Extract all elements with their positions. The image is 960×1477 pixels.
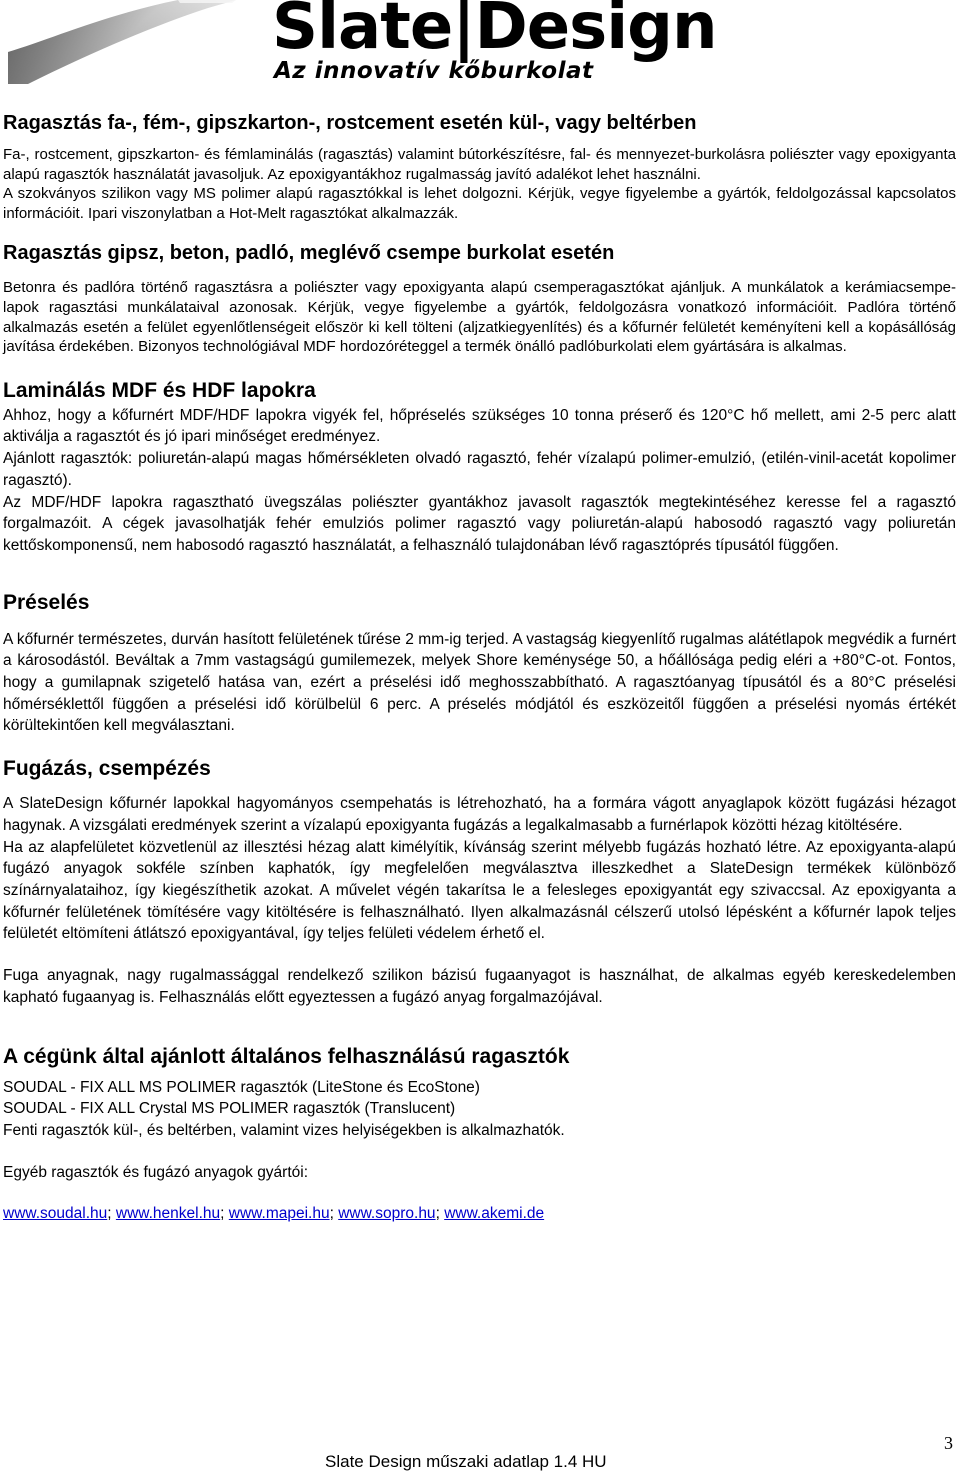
brand-name: Slate|Design (272, 0, 717, 64)
paragraph: A szokványos szilikon vagy MS polimer alapú ragasztókkal is lehet dolgozni. Kérjük, vegye figyelembe a gyártók, feldolgozással kapcsolatos információit. Ipari viszonylatban a Hot-Melt ragasztókat alkalmazzák. (3, 185, 956, 222)
section-title-adhesion-wood: Ragasztás fa-, fém-, gipszkarton-, rostcement esetén kül-, vagy beltérben (3, 112, 697, 134)
brand-logo (272, 0, 717, 88)
link-mapei[interactable]: www.mapei.hu (228, 1205, 330, 1223)
document-body (3, 110, 956, 1225)
paragraph: A kőfurnér természetes, durván hasított felületének tűrése 2 mm-ig terjed. A vastagság kiegyenlítő rugalmas alátétlapok megvédik a furnért a károsodástól. Beváltak a 7mm vastagságú gumilemezek, melyek Shore keménysége 50, a hőállósága pedig eléri a +80°C-ot. Fontos, hogy a gumilapnak szigetelő hatása van, ezért a préselési idő meghosszabbítható. A ragasztóanyag típusától és a 80°C préselési hőmérséklettől függően a préselési idő körülbelül 6 perc. A préselés módjától és eszközeitől függően a préselési nyomás értékét körültekintően kell megválasztani. (3, 630, 956, 735)
slate-sheet-image (8, 0, 236, 84)
section-title-recommended-adhesives: A cégünk által ajánlott általános felhasználású ragasztók (3, 1044, 570, 1068)
brand-tagline: Az innovatív kőburkolat (274, 58, 594, 84)
page-header (0, 0, 960, 95)
link-sopro[interactable]: www.sopro.hu (338, 1205, 436, 1223)
paragraph: Betonra és padlóra történő ragasztásra a poliészter vagy epoxigyanta alapú csemperagasztókat ajánljuk. A munkálatok a kerámiacsempe-lapok ragasztási munkálataival azonosak. Kérjük, vegye figyelembe a gyártók, feldolgozásra vonatkozó információit. Padlóra történő alkalmazás esetén a felület egyenlőtlenségeit először ki kell tölteni (aljzatkiegyenlítés) és a kőfurnér felületét keményíteni kell a kopásállóság javítása érdekében. Bizonyos technológiával MDF hordozóréteggel a termék önálló padlóburkolati elem gyártására is alkalmas. (3, 279, 956, 356)
link-akemi[interactable]: www.akemi.de (444, 1205, 545, 1223)
product-line: SOUDAL - FIX ALL MS POLIMER ragasztók (LiteStone és EcoStone) (3, 1078, 480, 1096)
paragraph: Fenti ragasztók kül-, és beltérben, valamint vizes helyiségekben is alkalmazhatók. (3, 1121, 565, 1139)
footer-title: Slate Design műszaki adatlap 1.4 HU (325, 1452, 607, 1471)
paragraph: Fa-, rostcement, gipszkarton- és fémlaminálás (ragasztás) valamint bútorkészítésre, fal- és mennyezet-burkolásra poliészter vagy epoxigyanta alapú ragasztók használatát javasoljuk. Az epoxigyantákhoz rugalmasság javító adalékot lehet használni. (3, 146, 956, 183)
paragraph: A SlateDesign kőfurnér lapokkal hagyományos csempehatás is létrehozható, ha a formára vágott anyaglapok között fugázási hézagot hagynak. A vizsgálati eredmények szerint a vízalapú epoxigyanta fugázás a legalkalmasabb a furnérlapok közötti hézag kitöltésére. (3, 795, 956, 834)
section-title-lamination: Laminálás MDF és HDF lapokra (3, 378, 316, 402)
paragraph: Fuga anyagnak, nagy rugalmassággal rendelkező szilikon bázisú fugaanyagot is használhat, de alkalmas egyéb kereskedelemben kapható fugaanyag is. Felhasználás előtt egyeztessen a fugázó anyag forgalmazójával. (3, 967, 956, 1006)
link-soudal[interactable]: www.soudal.hu (3, 1205, 108, 1223)
manufacturers-label: Egyéb ragasztók és fugázó anyagok gyártói: (3, 1163, 309, 1181)
page-number: 3 (944, 1433, 953, 1453)
link-henkel[interactable]: www.henkel.hu (115, 1205, 221, 1223)
manufacturer-links: www.soudal.hu; www.henkel.hu; www.mapei.hu; www.sopro.hu; www.akemi.de (3, 1205, 545, 1223)
section-title-adhesion-concrete: Ragasztás gipsz, beton, padló, meglévő csempe burkolat esetén (3, 242, 615, 265)
product-line: SOUDAL - FIX ALL Crystal MS POLIMER ragasztók (Translucent) (3, 1100, 456, 1118)
paragraph: Az MDF/HDF lapokra ragasztható üvegszálas poliészter gyantákhoz javasolt ragasztók megtekintéséhez keresse fel a ragasztó forgalmazóit. A cégek javasolhatják fehér emulziós polimer ragasztó vagy poliuretán-alapú habosodó ragasztó vagy poliuretán kettőskomponensű, nem habosodó ragasztó használatát, a felhasználó tulajdonában lévő ragasztóprés típusától függően. (3, 493, 956, 554)
section-title-grouting: Fugázás, csempézés (3, 757, 211, 781)
paragraph: Ajánlott ragasztók: poliuretán-alapú magas hőmérsékleten olvadó ragasztó, fehér vízalapú polimer-emulzió, (etilén-vinil-acetát kopolimer ragasztó). (3, 450, 956, 489)
section-title-pressing: Préselés (3, 590, 90, 614)
paragraph: Ahhoz, hogy a kőfurnért MDF/HDF lapokra vigyék fel, hőpréselés szükséges 10 tonna préserő és 120°C hő mellett, ami 2-5 perc alatt aktiválja a ragasztót és jó ipari minőséget eredményez. (3, 406, 956, 446)
paragraph: Ha az alapfelületet közvetlenül az illesztési hézag alatt kimélyítik, kívánság szerint mélyebb fugázás hozható létre. Az epoxigyanta-alapú fugázó anyagok sokféle színben kaphatók, így megfelelően megválasztva illeszkedhet a SlateDesign termékek különböző színárnyalataihoz, így kiegészíthetik azokat. A művelet végén takarítsa le a felesleges epoxigyantát egy szivaccsal. Az epoxigyanta a kőfurnér felületének tömítésére vagy kitöltésére is felhasználható. Ilyen alkalmazásnál célszerű utolsó lépésként a kőfurnér lapok teljes felületét eltömíteni átlátszó epoxigyantával, így teljes felületi védelem érhető el. (3, 838, 956, 943)
